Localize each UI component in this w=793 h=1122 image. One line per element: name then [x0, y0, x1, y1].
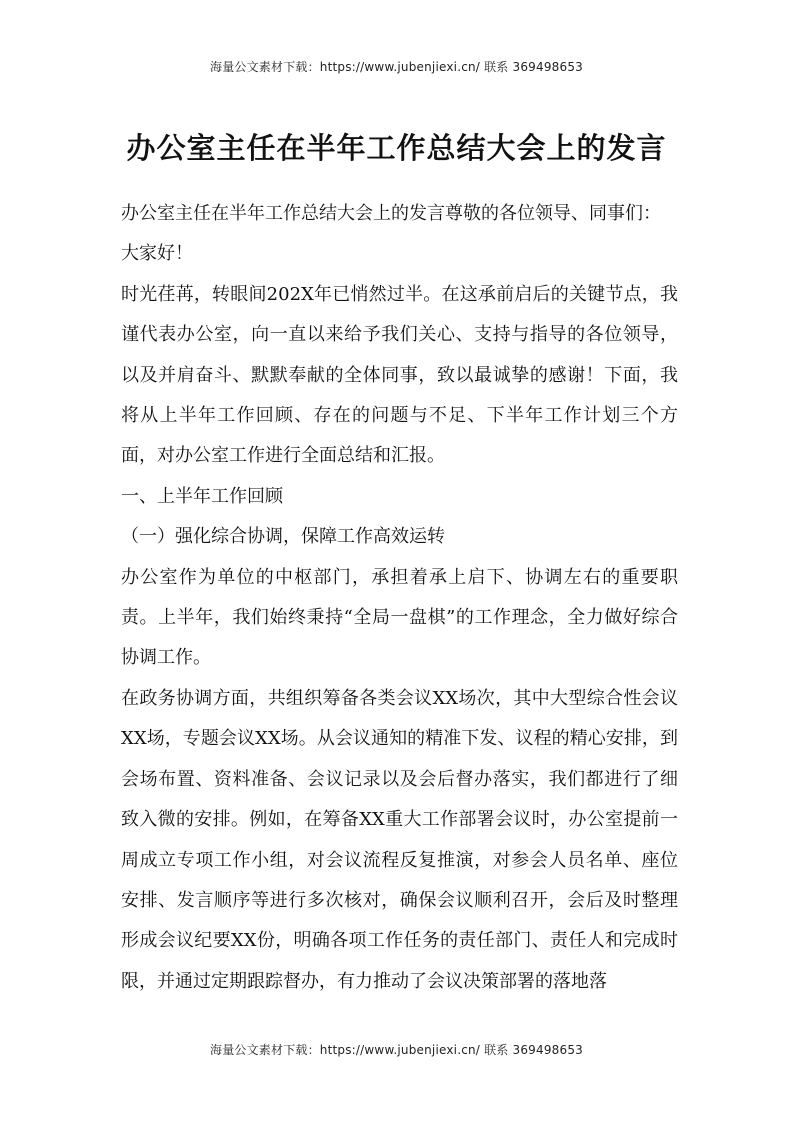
section-heading-1: 一、上半年工作回顾 [121, 485, 283, 507]
paragraph-greeting: 大家好！ [121, 243, 193, 265]
page-header: 海量公文素材下载：https://www.jubenjiexi.cn/ 联系 369498653 [210, 60, 583, 74]
subsection-heading-1: （一）强化综合协调，保障工作高效运转 [121, 526, 445, 548]
paragraph-intro: 办公室主任在半年工作总结大会上的发言尊敬的各位领导、同事们： [121, 203, 661, 224]
page-footer: 海量公文素材下载：https://www.jubenjiexi.cn/ 联系 369498653 [210, 1043, 583, 1057]
paragraph-coordination: 办公室作为单位的中枢部门，承担着承上启下、协调左右的重要职责。上半年，我们始终秉持“全局一盘棋”的工作理念，全力做好综合协调工作。 [121, 566, 678, 669]
document-body [121, 194, 678, 1002]
paragraph-opening: 时光荏苒，转眼间202X年已悄然过半。在这承前启后的关键节点，我谨代表办公室，向一直以来给予我们关心、支持与指导的各位领导，以及并肩奋斗、默默奉献的全体同事，致以最诚挚的感谢！下面，我将从上半年工作回顾、存在的问题与不足、下半年工作计划三个方面，对办公室工作进行全面总结和汇报。 [121, 283, 678, 467]
document-title: 办公室主任在半年工作总结大会上的发言 [126, 131, 667, 165]
paragraph-meetings: 在政务协调方面，共组织筹备各类会议XX场次，其中大型综合性会议XX场，专题会议XX场。从会议通知的精准下发、议程的精心安排，到会场布置、资料准备、会议记录以及会后督办落实，我们都进行了细致入微的安排。例如，在筹备XX重大工作部署会议时，办公室提前一周成立专项工作小组，对会议流程反复推演，对参会人员名单、座位安排、发言顺序等进行多次核对，确保会议顺利召开，会后及时整理形成会议纪要XX份，明确各项工作任务的责任部门、责任人和完成时限，并通过定期跟踪督办，有力推动了会议决策部署的落地落 [121, 687, 678, 992]
